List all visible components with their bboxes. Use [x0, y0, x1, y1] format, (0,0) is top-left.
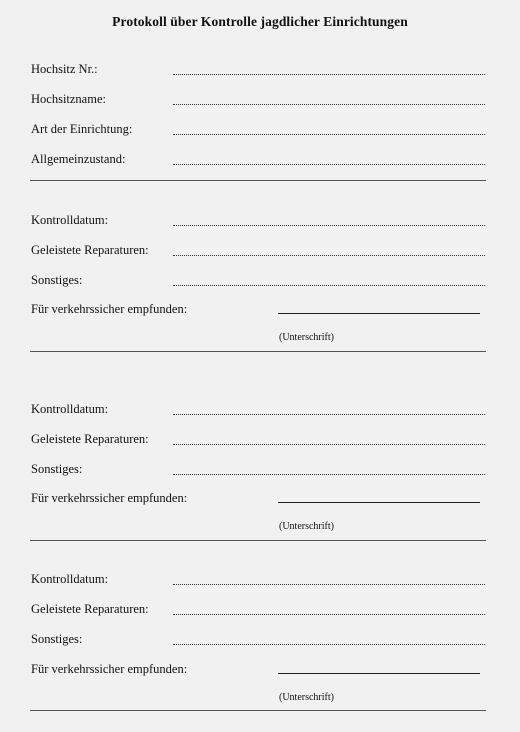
signature-caption: (Unterschrift) — [279, 521, 334, 532]
verkehrssicher-label: Für verkehrssicher empfunden: — [31, 302, 188, 316]
kontrolldatum-label: Kontrolldatum: — [31, 213, 109, 227]
hochsitzname-field[interactable] — [173, 104, 485, 105]
sonstiges-label: Sonstiges: — [31, 462, 83, 476]
art-der-einrichtung-field[interactable] — [173, 134, 485, 135]
section-divider — [30, 540, 486, 541]
kontrolldatum-field[interactable] — [173, 584, 485, 585]
reparaturen-field[interactable] — [173, 614, 485, 615]
section-divider — [30, 351, 486, 352]
section-divider — [30, 710, 486, 711]
hochsitzname-label: Hochsitzname: — [31, 92, 106, 106]
kontrolldatum-label: Kontrolldatum: — [31, 572, 109, 586]
allgemeinzustand-label: Allgemeinzustand: — [31, 152, 126, 166]
sonstiges-label: Sonstiges: — [31, 632, 83, 646]
signature-line[interactable] — [278, 673, 480, 674]
reparaturen-label: Geleistete Reparaturen: — [31, 243, 149, 257]
reparaturen-label: Geleistete Reparaturen: — [31, 432, 149, 446]
sonstiges-field[interactable] — [173, 285, 485, 286]
verkehrssicher-label: Für verkehrssicher empfunden: — [31, 491, 188, 505]
kontrolldatum-label: Kontrolldatum: — [31, 402, 109, 416]
signature-caption: (Unterschrift) — [279, 332, 334, 343]
section-divider — [30, 180, 486, 181]
hochsitz-nr-label: Hochsitz Nr.: — [31, 62, 98, 76]
sonstiges-label: Sonstiges: — [31, 273, 83, 287]
signature-line[interactable] — [278, 502, 480, 503]
sonstiges-field[interactable] — [173, 474, 485, 475]
form-title: Protokoll über Kontrolle jagdlicher Einrichtungen — [112, 14, 408, 29]
reparaturen-field[interactable] — [173, 444, 485, 445]
signature-line[interactable] — [278, 313, 480, 314]
signature-caption: (Unterschrift) — [279, 692, 334, 703]
kontrolldatum-field[interactable] — [173, 414, 485, 415]
reparaturen-field[interactable] — [173, 255, 485, 256]
allgemeinzustand-field[interactable] — [173, 164, 485, 165]
sonstiges-field[interactable] — [173, 644, 485, 645]
kontrolldatum-field[interactable] — [173, 225, 485, 226]
verkehrssicher-label: Für verkehrssicher empfunden: — [31, 662, 188, 676]
reparaturen-label: Geleistete Reparaturen: — [31, 602, 149, 616]
hochsitz-nr-field[interactable] — [173, 74, 485, 75]
art-der-einrichtung-label: Art der Einrichtung: — [31, 122, 133, 136]
